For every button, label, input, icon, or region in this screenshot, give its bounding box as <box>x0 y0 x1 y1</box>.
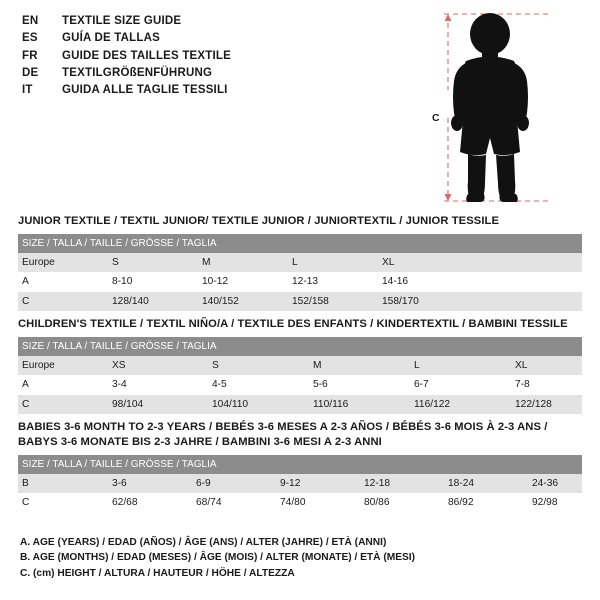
cell: 110/116 <box>309 395 410 414</box>
cell: 92/98 <box>528 493 582 512</box>
cell: 10-12 <box>198 272 288 291</box>
cell: 3-4 <box>108 375 208 394</box>
legend-line-a: A. AGE (YEARS) / EDAD (AÑOS) / ÂGE (ANS) / ALTER (JAHRE) / ETÀ (ANNI) <box>20 536 387 548</box>
cell: 62/68 <box>108 493 192 512</box>
cell: 18-24 <box>444 474 528 493</box>
table-header-label: SIZE / TALLA / TAILLE / GRÖSSE / TAGLIA <box>18 234 582 253</box>
cell: XL <box>378 253 468 272</box>
cell: 74/80 <box>276 493 360 512</box>
legend-footer <box>20 535 580 582</box>
language-title: GUIDA ALLE TAGLIE TESSILI <box>62 84 228 97</box>
cell: 158/170 <box>378 292 468 311</box>
section-junior <box>18 214 582 311</box>
table-row <box>18 272 582 291</box>
cell: 7-8 <box>511 375 582 394</box>
table-header-label: SIZE / TALLA / TAILLE / GRÖSSE / TAGLIA <box>18 455 582 474</box>
cell: 8-10 <box>108 272 198 291</box>
table-row <box>18 292 582 311</box>
legend-line-b: B. AGE (MONTHS) / EDAD (MESES) / ÂGE (MOIS) / ALTER (MONATE) / ETÀ (MESI) <box>20 552 416 564</box>
row-label: Europe <box>18 253 108 272</box>
cell: 4-5 <box>208 375 309 394</box>
language-row <box>22 14 442 29</box>
row-label: Europe <box>18 356 108 375</box>
cell: XS <box>108 356 208 375</box>
section-title: CHILDREN'S TEXTILE / TEXTIL NIÑO/A / TEXTILE DES ENFANTS / KINDERTEXTIL / BAMBINI TESSILE <box>18 318 568 330</box>
cell: L <box>410 356 511 375</box>
row-label: C <box>18 292 108 311</box>
cell: M <box>309 356 410 375</box>
table-header-label: SIZE / TALLA / TAILLE / GRÖSSE / TAGLIA <box>18 337 582 356</box>
children-size-table <box>18 337 582 414</box>
language-title: GUIDE DES TAILLES TEXTILE <box>62 49 231 62</box>
legend-line-c: C. (cm) HEIGHT / ALTURA / HAUTEUR / HÖHE / ALTEZZA <box>20 568 295 580</box>
table-row <box>18 375 582 394</box>
language-title: GUÍA DE TALLAS <box>62 32 160 45</box>
cell: L <box>288 253 378 272</box>
cell: 3-6 <box>108 474 192 493</box>
cell: 116/122 <box>410 395 511 414</box>
language-code: IT <box>22 84 33 97</box>
cell: S <box>108 253 198 272</box>
section-title: BABIES 3-6 MONTH TO 2-3 YEARS / BEBÉS 3-6 MESES A 2-3 AÑOS / BÉBÉS 3-6 MOIS À 2-3 ANS / BABYS 3-6 MONATE BIS 2-3 JAHRE / BAMBINI 3-6 MESI A 2-3 ANNI <box>18 421 548 449</box>
table-row <box>18 356 582 375</box>
language-code: FR <box>22 49 38 62</box>
cell: 128/140 <box>108 292 198 311</box>
cell-empty <box>468 292 582 311</box>
table-row <box>18 474 582 493</box>
cell: 80/86 <box>360 493 444 512</box>
cell: 12-18 <box>360 474 444 493</box>
cell: S <box>208 356 309 375</box>
cell: 12-13 <box>288 272 378 291</box>
row-label: A <box>18 272 108 291</box>
language-row <box>22 83 442 98</box>
table-row <box>18 395 582 414</box>
cell: 104/110 <box>208 395 309 414</box>
section-title: JUNIOR TEXTILE / TEXTIL JUNIOR/ TEXTILE JUNIOR / JUNIORTEXTIL / JUNIOR TESSILE <box>18 215 500 227</box>
toddler-silhouette-icon <box>430 8 590 208</box>
row-label: B <box>18 474 108 493</box>
cell: 140/152 <box>198 292 288 311</box>
language-code: EN <box>22 15 39 27</box>
table-header-row <box>18 234 582 253</box>
height-dimension-label: C <box>432 112 440 124</box>
cell: XL <box>511 356 582 375</box>
section-babies <box>18 420 582 513</box>
cell: 9-12 <box>276 474 360 493</box>
language-row <box>22 66 442 81</box>
table-row <box>18 493 582 512</box>
language-row <box>22 49 442 64</box>
cell: M <box>198 253 288 272</box>
cell-empty <box>468 253 582 272</box>
language-header <box>22 14 442 100</box>
row-label: C <box>18 493 108 512</box>
cell: 6-7 <box>410 375 511 394</box>
table-row <box>18 253 582 272</box>
table-header-row <box>18 455 582 474</box>
row-label: C <box>18 395 108 414</box>
junior-size-table <box>18 234 582 311</box>
language-title: TEXTILGRÖßENFÜHRUNG <box>62 66 213 79</box>
babies-size-table <box>18 455 582 513</box>
cell: 5-6 <box>309 375 410 394</box>
language-row <box>22 31 442 46</box>
cell: 6-9 <box>192 474 276 493</box>
language-code: ES <box>22 32 38 45</box>
cell: 152/158 <box>288 292 378 311</box>
row-label: A <box>18 375 108 394</box>
cell: 98/104 <box>108 395 208 414</box>
language-title: TEXTILE SIZE GUIDE <box>62 15 182 27</box>
cell: 24-36 <box>528 474 582 493</box>
cell: 14-16 <box>378 272 468 291</box>
cell-empty <box>468 272 582 291</box>
figure-block <box>430 8 590 208</box>
cell: 122/128 <box>511 395 582 414</box>
cell: 68/74 <box>192 493 276 512</box>
table-header-row <box>18 337 582 356</box>
section-children <box>18 317 582 414</box>
cell: 86/92 <box>444 493 528 512</box>
language-code: DE <box>22 66 39 79</box>
